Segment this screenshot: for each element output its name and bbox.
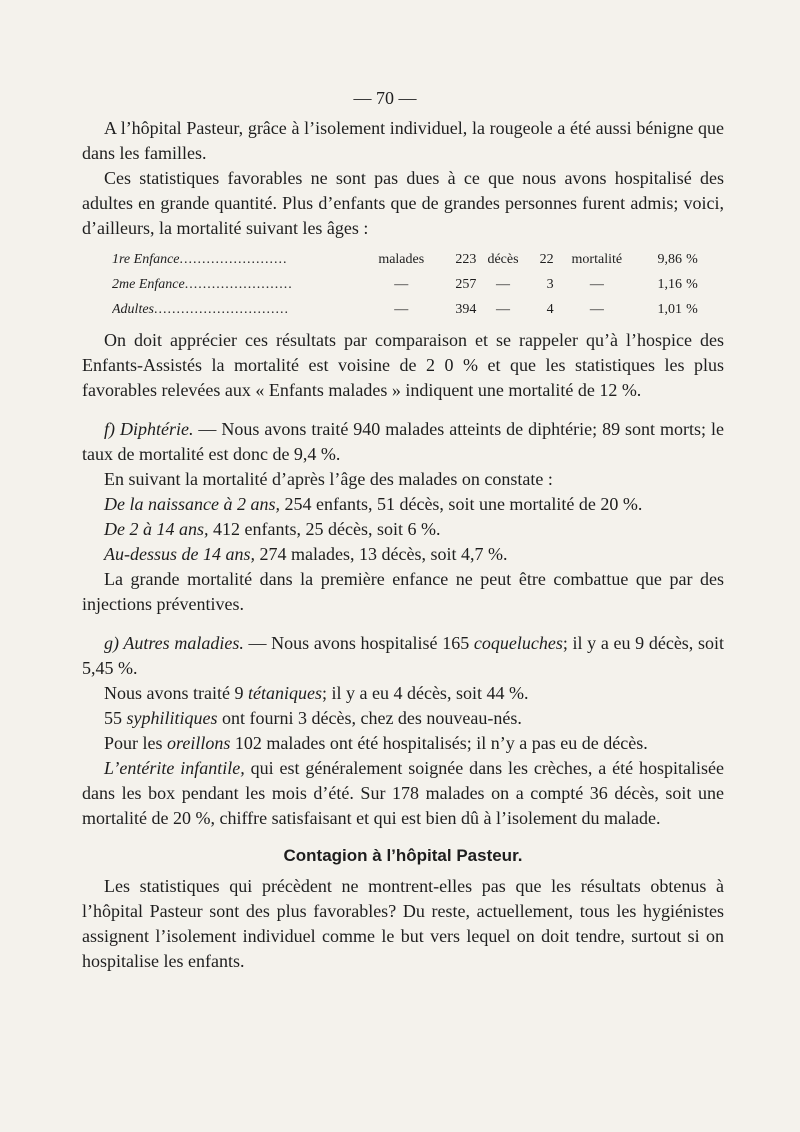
cell: — bbox=[589, 277, 604, 292]
list-item bbox=[82, 542, 724, 567]
paragraph-enteritis bbox=[82, 756, 724, 831]
text: ; il y a eu 4 décès, soit 44 %. bbox=[321, 683, 529, 703]
age-stat: 254 enfants, 51 décès, soit une mortalité de 20 %. bbox=[279, 494, 643, 514]
section-label-other: g) Autres maladies. bbox=[104, 633, 244, 653]
paragraph-rougeole: A l’hôpital Pasteur, grâce à l’isolement individuel, la rougeole a été aussi bénigne que dans les familles. bbox=[82, 118, 724, 163]
text: — Nous avons hospitalisé 165 bbox=[243, 633, 474, 653]
cell: 9,86 bbox=[657, 252, 682, 267]
paragraph-other-diseases bbox=[82, 631, 724, 681]
cell: 1,16 bbox=[657, 277, 682, 292]
cell: % bbox=[686, 302, 698, 317]
cell: — bbox=[394, 277, 409, 292]
cell: 223 bbox=[455, 252, 477, 267]
table-row bbox=[112, 247, 702, 272]
row-label: 1re Enfance bbox=[112, 252, 180, 267]
page-number: — 70 — bbox=[353, 88, 417, 108]
list-item bbox=[82, 492, 724, 517]
cell: 22 bbox=[539, 252, 554, 267]
cell: décès bbox=[487, 252, 519, 267]
cell: — bbox=[496, 277, 511, 292]
age-range: De la naissance à 2 ans, bbox=[104, 494, 280, 514]
text: Nous avons traité 9 bbox=[104, 683, 248, 703]
disease-name: tétaniques bbox=[247, 683, 322, 703]
cell: mortalité bbox=[571, 252, 623, 267]
age-range: Au-dessus de 14 ans, bbox=[104, 544, 255, 564]
leader-dots: ........................ bbox=[179, 252, 288, 267]
cell: % bbox=[686, 277, 698, 292]
age-stat: 412 enfants, 25 décès, soit 6 %. bbox=[208, 519, 441, 539]
text: 55 bbox=[104, 708, 127, 728]
text: ont fourni 3 décès, chez des nouveau-nés. bbox=[217, 708, 522, 728]
age-range: De 2 à 14 ans, bbox=[104, 519, 209, 539]
paragraph-tetanus bbox=[82, 681, 724, 706]
page-body bbox=[82, 116, 724, 974]
leader-dots: .............................. bbox=[154, 302, 289, 317]
paragraph-syphilis bbox=[82, 706, 724, 731]
age-stat: 274 malades, 13 décès, soit 4,7 %. bbox=[255, 544, 508, 564]
disease-name: syphilitiques bbox=[126, 708, 218, 728]
disease-name: L’entérite infantile, bbox=[104, 758, 245, 778]
section-heading: Contagion à l’hôpital Pasteur. bbox=[283, 846, 523, 865]
paragraph-diphtheria bbox=[82, 417, 724, 467]
cell: malades bbox=[378, 252, 425, 267]
cell: — bbox=[394, 302, 409, 317]
cell: — bbox=[496, 302, 511, 317]
age-mortality-table bbox=[112, 247, 702, 322]
text: ; il y a eu 9 décès, soit 5,45 %. bbox=[82, 633, 724, 678]
cell: 4 bbox=[546, 302, 554, 317]
paragraph-diphtheria-conclusion: La grande mortalité dans la première enfance ne peut être combattue que par des injections préventives. bbox=[82, 569, 724, 614]
text: Pour les bbox=[104, 733, 167, 753]
cell: 1,01 bbox=[657, 302, 682, 317]
disease-name: coqueluches bbox=[473, 633, 563, 653]
table-row bbox=[112, 272, 702, 297]
section-label-diphtheria: f) Diphtérie. bbox=[104, 419, 194, 439]
cell: 394 bbox=[455, 302, 477, 317]
text: 102 malades ont été hospitalisés; il n’y a pas eu de décès. bbox=[230, 733, 648, 753]
cell: — bbox=[589, 302, 604, 317]
paragraph-statistics: Ces statistiques favorables ne sont pas dues à ce que nous avons hospitalisé des adultes en grande quantité. Plus d’enfants que de grandes personnes furent admis; voici, d’ailleurs, la mortalité suivant les âges : bbox=[82, 168, 724, 238]
list-item bbox=[82, 517, 724, 542]
table-row bbox=[112, 297, 702, 322]
paragraph-comparison: On doit apprécier ces résultats par comparaison et se rappeler qu’à l’hospice des Enfants-Assistés la mortalité est voisine de 2 0 % et que les statistiques les plus favorables relevées aux « Enfants malades » indiquent une mortalité de 12 %. bbox=[82, 330, 724, 400]
paragraph-mumps bbox=[82, 731, 724, 756]
text: qui est généralement soignée dans les crèches, a été hospitalisée dans les box pendant les mois d’été. Sur 178 malades on a compté 36 décès, soit une mortalité de 20 %, chiffre satisfaisant et qui est bien dû à l’isolement du malade. bbox=[82, 758, 724, 828]
row-label: Adultes bbox=[112, 302, 154, 317]
cell: 257 bbox=[455, 277, 477, 292]
cell: % bbox=[686, 252, 698, 267]
leader-dots: ........................ bbox=[184, 277, 293, 292]
paragraph-age-intro: En suivant la mortalité d’après l’âge des malades on constate : bbox=[104, 469, 553, 489]
paragraph-final: Les statistiques qui précèdent ne montrent-elles pas que les résultats obtenus à l’hôpital Pasteur sont des plus favorables? Du reste, actuellement, tous les hygiénistes assignent l’isolement individuel comme le but vers lequel on doit tendre, surtout si on hospitalise les enfants. bbox=[82, 876, 724, 971]
disease-name: oreillons bbox=[167, 733, 231, 753]
cell: 3 bbox=[546, 277, 554, 292]
diphtheria-text: — Nous avons traité 940 malades atteints de diphtérie; 89 sont morts; le taux de mortalité est donc de 9,4 %. bbox=[82, 419, 724, 464]
row-label: 2me Enfance bbox=[112, 277, 185, 292]
